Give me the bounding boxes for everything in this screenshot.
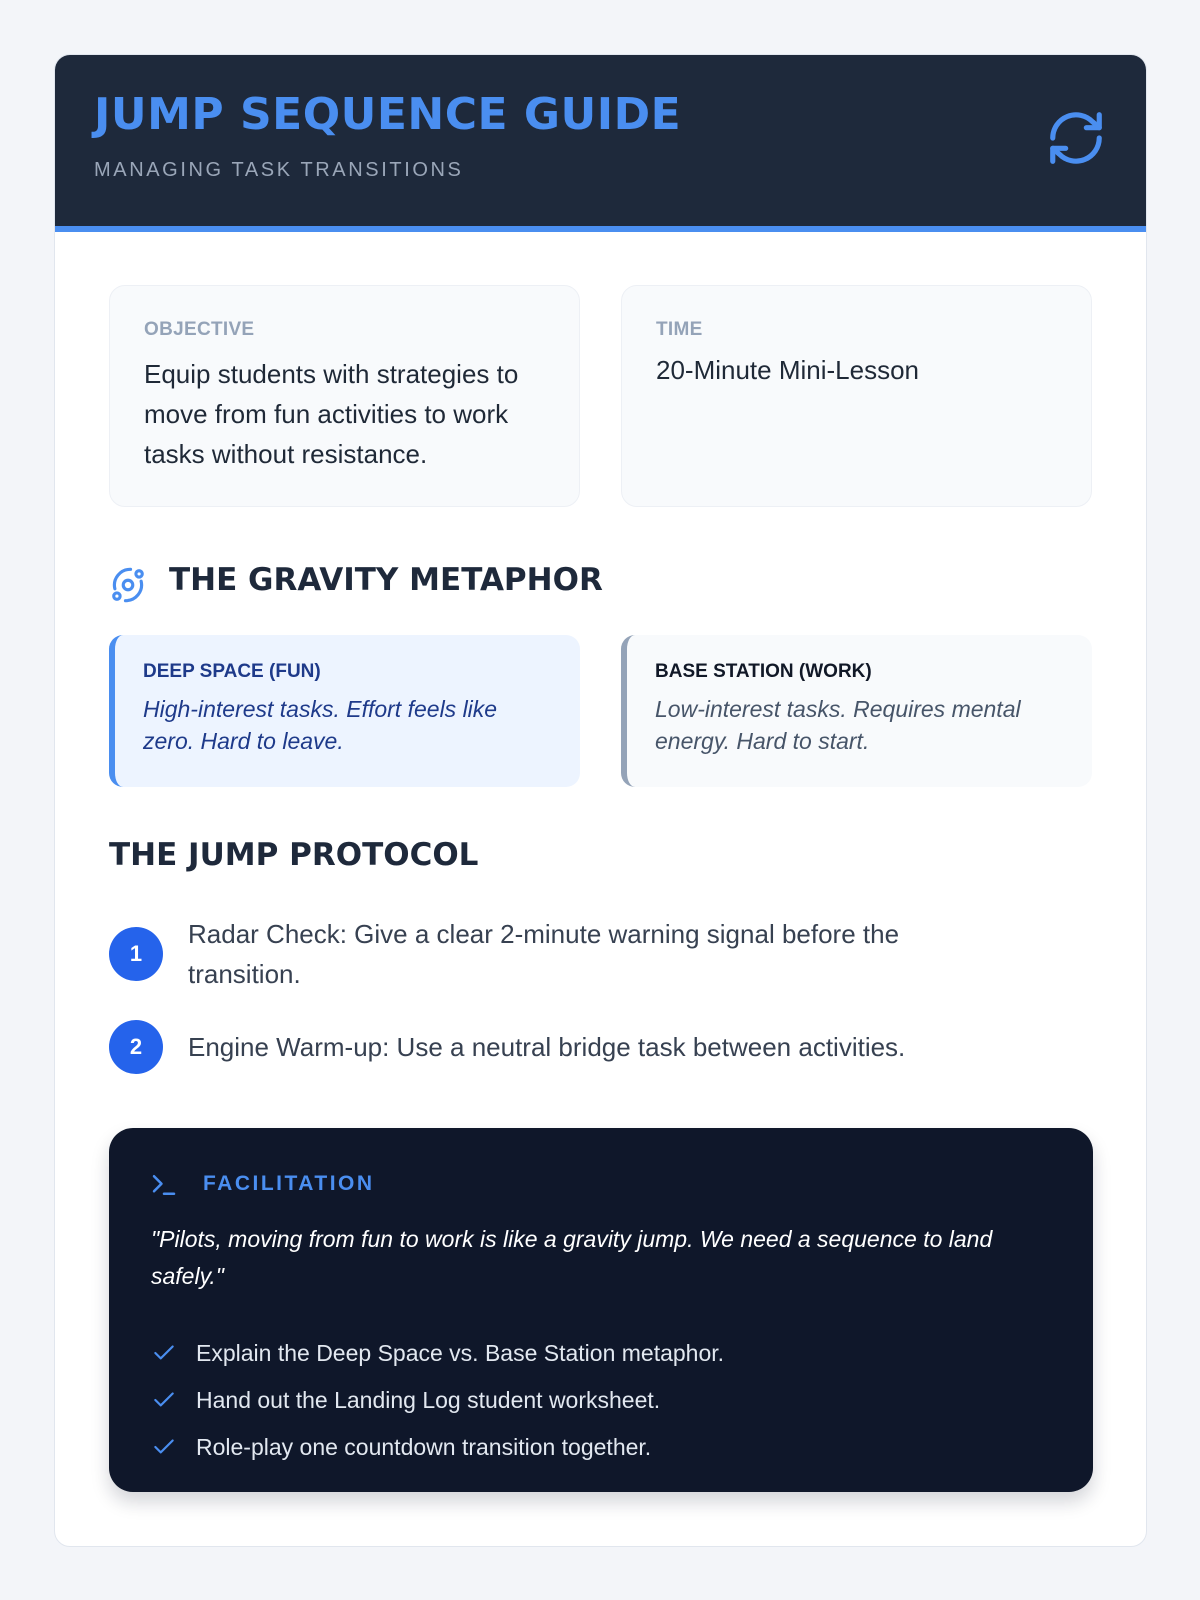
page-subtitle: MANAGING TASK TRANSITIONS xyxy=(94,159,464,181)
time-label: TIME xyxy=(656,319,703,340)
time-text: 20-Minute Mini-Lesson xyxy=(656,355,920,385)
step-text: Engine Warm-up: Use a neutral bridge task between activities. xyxy=(188,1032,906,1062)
step-number-badge: 1 xyxy=(109,927,163,981)
terminal-icon xyxy=(149,1170,179,1200)
protocol-section-title: THE JUMP PROTOCOL xyxy=(109,837,479,873)
checklist-item xyxy=(151,1432,1051,1462)
facilitation-quote: "Pilots, moving from fun to work is like a gravity jump. We need a sequence to land safely." xyxy=(151,1226,993,1289)
deep-space-text: High-interest tasks. Effort feels like zero. Hard to leave. xyxy=(143,696,498,754)
checklist-item-text: Role-play one countdown transition together. xyxy=(196,1434,652,1460)
orbit-icon xyxy=(109,566,147,604)
step-number-badge: 2 xyxy=(109,1020,163,1074)
check-icon xyxy=(151,1387,177,1413)
checklist-item-text: Hand out the Landing Log student worksheet. xyxy=(196,1387,661,1413)
checklist-item xyxy=(151,1338,1051,1368)
objective-text: Equip students with strategies to move from fun activities to work tasks without resistance. xyxy=(144,359,519,469)
check-icon xyxy=(151,1434,177,1460)
step-text: Radar Check: Give a clear 2-minute warning signal before the transition. xyxy=(188,919,900,989)
time-box xyxy=(621,285,1092,507)
guide-card xyxy=(54,54,1147,1547)
base-station-card xyxy=(621,635,1092,787)
deep-space-card xyxy=(109,635,580,787)
facilitation-panel xyxy=(109,1128,1093,1492)
base-station-text: Low-interest tasks. Requires mental energy. Hard to start. xyxy=(655,696,1021,754)
check-icon xyxy=(151,1340,177,1366)
gravity-section-title: THE GRAVITY METAPHOR xyxy=(169,562,603,598)
facilitation-title: FACILITATION xyxy=(203,1172,375,1195)
refresh-icon[interactable] xyxy=(1045,107,1107,169)
deep-space-title: DEEP SPACE (FUN) xyxy=(143,661,321,682)
checklist-item xyxy=(151,1385,1051,1415)
checklist-item-text: Explain the Deep Space vs. Base Station metaphor. xyxy=(196,1340,725,1366)
objective-label: OBJECTIVE xyxy=(144,319,255,340)
objective-box xyxy=(109,285,580,507)
base-station-title: BASE STATION (WORK) xyxy=(655,661,872,682)
header xyxy=(55,55,1146,232)
page-title: JUMP SEQUENCE GUIDE xyxy=(94,89,682,140)
